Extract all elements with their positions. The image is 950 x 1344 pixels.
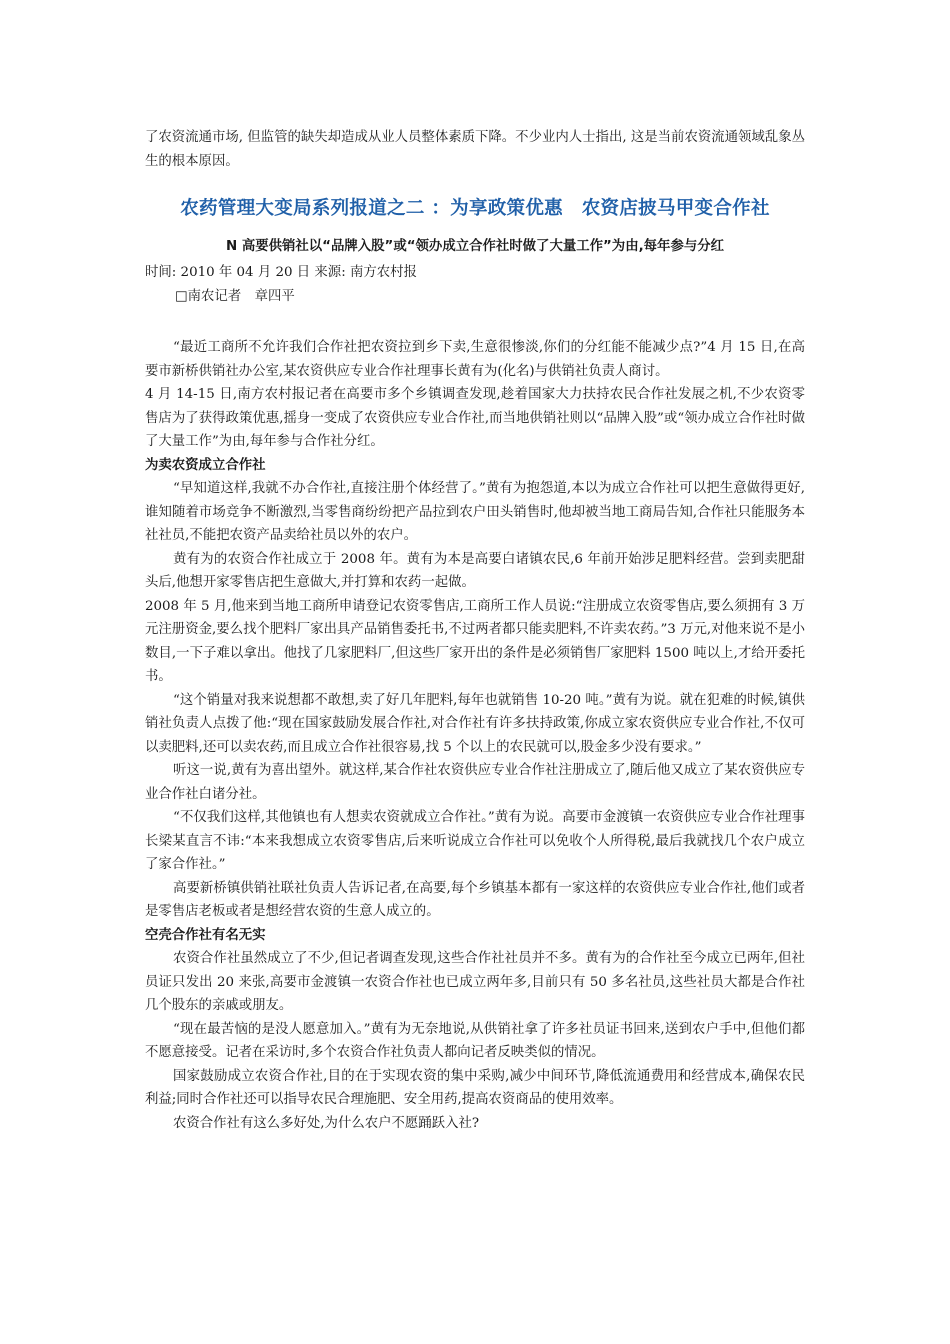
paragraph: 4 月 14-15 日,南方农村报记者在高要市多个乡镇调查发现,趁着国家大力扶持农民合作社发展之机,不少农资零售店为了获得政策优惠,摇身一变成了农资供应专业合作社,而当地供销社则以“品牌入股”或“领办成立合作社时做了大量工作”为由,每年参与合作社分红。 [145,387,805,449]
article-body [145,336,805,1135]
section-heading: 空壳合作社有名无实 [145,927,266,943]
paragraph: 农资合作社有这么多好处,为什么农户不愿踊跃入社? [173,1115,480,1131]
intro-paragraph: 了农资流通市场, 但监管的缺失却造成从业人员整体素质下降。不少业内人士指出, 这是当前农资流通领域乱象丛生的根本原因。 [145,130,805,169]
article-title: 农药管理大变局系列报道之二 ：为享政策优惠 农资店披马甲变合作社 [180,198,770,219]
paragraph: 听这一说,黄有为喜出望外。就这样,某合作社农资供应专业合作社注册成立了,随后他又成立了某农资供应专业合作社白诸分社。 [145,763,805,802]
paragraph: “这个销量对我来说想都不敢想,卖了好几年肥料,每年也就销售 10-20 吨。”黄有为说。就在犯难的时候,镇供销社负责人点拨了他:“现在国家鼓励发展合作社,对合作社有许多扶持政策,你成立家农资供应专业合作社,不仅可以卖肥料,还可以卖农药,而且成立合作社很容易,找 5 个以上的农民就可以,股金多少没有要求。” [145,692,805,755]
paragraph: “最近工商所不允许我们合作社把农资拉到乡下卖,生意很惨淡,你们的分红能不能减少点?”4 月 15 日,在高要市新桥供销社办公室,某农资供应专业合作社理事长黄有为(化名)与供销社负责人商讨。 [145,340,805,379]
paragraph: “现在最苦恼的是没人愿意加入。”黄有为无奈地说,从供销社拿了许多社员证书回来,送到农户手中,但他们都不愿意接受。记者在采访时,多个农资合作社负责人都向记者反映类似的情况。 [145,1021,805,1060]
paragraph: 2008 年 5 月,他来到当地工商所申请登记农资零售店,工商所工作人员说:“注册成立农资零售店,要么须拥有 3 万元注册资金,要么找个肥料厂家出具产品销售委托书,不过两者都只能卖肥料,不许卖农药。”3 万元,对他来说不是小数目,一下子难以拿出。他找了几家肥料厂,但这些厂家开出的条件是必须销售厂家肥料 1500 吨以上,才给开委托书。 [145,598,805,684]
article-subtitle: N 高要供销社以“品牌入股”或“领办成立合作社时做了大量工作”为由,每年参与分红 [225,239,725,254]
section-heading: 为卖农资成立合作社 [145,457,266,473]
document-page [145,126,805,1135]
paragraph: 高要新桥镇供销社联社负责人告诉记者,在高要,每个乡镇基本都有一家这样的农资供应专业合作社,他们或者是零售店老板或者是想经营农资的生意人成立的。 [145,880,805,919]
paragraph: 国家鼓励成立农资合作社,目的在于实现农资的集中采购,减少中间环节,降低流通费用和经营成本,确保农民利益;同时合作社还可以指导农民合理施肥、安全用药,提高农资商品的使用效率。 [145,1068,805,1107]
paragraph: “不仅我们这样,其他镇也有人想卖农资就成立合作社。”黄有为说。高要市金渡镇一农资供应专业合作社理事长梁某直言不讳:“本来我想成立农资零售店,后来听说成立合作社可以免收个人所得税,最后我就找几个农户成立了家合作社。” [145,810,805,872]
article-meta: 时间: 2010 年 04 月 20 日 来源: 南方农村报 [145,265,417,280]
article-byline: □南农记者 章四平 [175,289,295,304]
paragraph: “早知道这样,我就不办合作社,直接注册个体经营了。”黄有为抱怨道,本以为成立合作社可以把生意做得更好,谁知随着市场竞争不断激烈,当零售商纷纷把产品拉到农户田头销售时,他却被当地工商局告知,合作社只能服务本社社员,不能把农资产品卖给社员以外的农户。 [145,481,805,543]
paragraph: 农资合作社虽然成立了不少,但记者调查发现,这些合作社社员并不多。黄有为的合作社至今成立已两年,但社员证只发出 20 来张,高要市金渡镇一农资合作社也已成立两年多,目前只有 50 多名社员,这些社员大都是合作社几个股东的亲戚或朋友。 [145,951,805,1013]
paragraph: 黄有为的农资合作社成立于 2008 年。黄有为本是高要白诸镇农民,6 年前开始涉足肥料经营。尝到卖肥甜头后,他想开家零售店把生意做大,并打算和农药一起做。 [145,551,805,590]
